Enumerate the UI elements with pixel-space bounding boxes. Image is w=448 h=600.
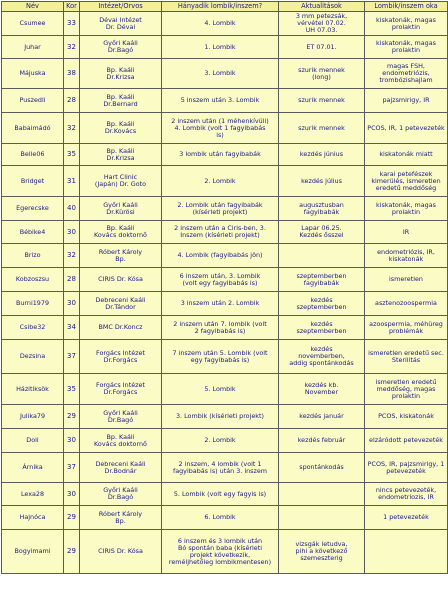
cell-clinic: Bp. Kaáli Dr.Krizsa [80, 59, 162, 89]
cell-attempt: 6. Lombik [162, 506, 279, 530]
cell-age: 29 [64, 405, 80, 429]
cell-reason: ismeretlen [365, 268, 448, 292]
cell-clinic: CIRIS Dr. Kósa [80, 268, 162, 292]
cell-attempt: 2 inszem után (1 méhenkívüli) 4. Lombik (volt 1 fagyibabás is) [162, 113, 279, 144]
cell-status: kezdés január [279, 405, 365, 429]
cell-reason: elzáródott petevezeték [365, 429, 448, 453]
cell-attempt: 2 inszem után 7. lombik (volt 2 fagyibabás is) [162, 316, 279, 340]
cell-status: szeptemberben fagyibabák [279, 268, 365, 292]
cell-clinic: Forgács Intézet Dr.Forgács [80, 340, 162, 374]
cell-age: 30 [64, 221, 80, 244]
cell-age: 30 [64, 483, 80, 506]
table-row [2, 244, 448, 268]
cell-clinic: Győri Kaáli Dr.Kürösi [80, 197, 162, 221]
cell-reason: asztenozoospermia [365, 292, 448, 316]
cell-status: Lapar 06.25. Kezdés ősszel [279, 221, 365, 244]
table-row [2, 12, 448, 36]
cell-reason: PCOS, IR, 1 petevezeték [365, 113, 448, 144]
cell-age: 29 [64, 530, 80, 574]
cell-reason: nincs petevezeték, endometriozis, IR [365, 483, 448, 506]
cell-reason: kiskatonák, magas prolaktin [365, 36, 448, 59]
cell-attempt: 5. Lombik [162, 374, 279, 405]
cell-reason [365, 530, 448, 574]
cell-reason: PCOS, kiskatonák [365, 405, 448, 429]
cell-status: kezdés szeptemberben [279, 292, 365, 316]
table-row [2, 316, 448, 340]
cell-name: Kobzoszsu [2, 268, 64, 292]
cell-status: 3 mm petezsák, vérvétel 07.02. UH 07.03. [279, 12, 365, 36]
cell-status: szurik mennek [279, 113, 365, 144]
cell-attempt: 1. Lombik [162, 36, 279, 59]
cell-name: Babaimádó [2, 113, 64, 144]
cell-clinic: Forgács Intézet Dr.Forgács [80, 374, 162, 405]
table-row [2, 506, 448, 530]
cell-age: 38 [64, 59, 80, 89]
cell-name: Egerecske [2, 197, 64, 221]
cell-clinic: Bp. Kaáli Kovács doktornő [80, 221, 162, 244]
cell-reason: azoospermia, méhüreg problémák [365, 316, 448, 340]
cell-reason: PCOS, IR, pajzsmirigy, 1 petevezeték [365, 453, 448, 483]
cell-reason: pajzsmirigy, IR [365, 89, 448, 113]
cell-age: 33 [64, 12, 80, 36]
cell-age: 35 [64, 144, 80, 166]
header-row [2, 2, 448, 12]
cell-name: Lexa28 [2, 483, 64, 506]
cell-status: vizsgák letudva, pihi a következő szemeszterig [279, 530, 365, 574]
cell-attempt: 2. Lombik [162, 166, 279, 197]
ivf-tracker-sheet [1, 1, 447, 599]
cell-attempt: 6 inszem és 3 lombik után Bó spontán baba (kísérleti projekt következik, reméljhetőleg lombikmentesen) [162, 530, 279, 574]
cell-status: kezdés február [279, 429, 365, 453]
cell-reason: IR [365, 221, 448, 244]
cell-clinic: Bp. Kaáli Dr.Krizsa [80, 144, 162, 166]
table-row [2, 483, 448, 506]
cell-clinic: CIRIS Dr. Kósa [80, 530, 162, 574]
cell-attempt: 2. Lombik [162, 429, 279, 453]
cell-age: 32 [64, 113, 80, 144]
cell-status [279, 483, 365, 506]
table-row [2, 144, 448, 166]
cell-clinic: Debreceni Kaáli Dr.Bodnár [80, 453, 162, 483]
cell-name: Házitiksök [2, 374, 64, 405]
cell-name: Bogyimami [2, 530, 64, 574]
cell-name: Puszedli [2, 89, 64, 113]
cell-name: Doli [2, 429, 64, 453]
table-row [2, 166, 448, 197]
header-clinic: Intézet/Orvos [80, 2, 162, 12]
header-status: Aktualitások [279, 2, 365, 12]
header-attempt: Hányadik lombik/inszem? [162, 2, 279, 12]
cell-attempt: 3 inszem után 2. Lombik [162, 292, 279, 316]
cell-clinic: Dévai Intézet Dr. Dévai [80, 12, 162, 36]
cell-reason: ismeretlen eredetű sec. Sterilitás [365, 340, 448, 374]
cell-age: 28 [64, 268, 80, 292]
cell-attempt: 5 inszem után 3. Lombik [162, 89, 279, 113]
header-name: Név [2, 2, 64, 12]
cell-age: 40 [64, 197, 80, 221]
table-row [2, 89, 448, 113]
cell-clinic: Győri Kaáli Dr.Bagó [80, 483, 162, 506]
table-row [2, 340, 448, 374]
cell-status: szurik mennek (long) [279, 59, 365, 89]
table-row [2, 429, 448, 453]
table-row [2, 197, 448, 221]
cell-name: Juhar [2, 36, 64, 59]
cell-name: Hajnóca [2, 506, 64, 530]
cell-clinic: Bp. Kaáli Dr.Kovács [80, 113, 162, 144]
cell-name: Csumee [2, 12, 64, 36]
cell-attempt: 3. Lombik (kísérleti projekt) [162, 405, 279, 429]
cell-age: 30 [64, 429, 80, 453]
cell-reason: karai petefészek kimerülés, ismeretlen eredetű meddőség [365, 166, 448, 197]
cell-status: kezdés július [279, 166, 365, 197]
table-row [2, 268, 448, 292]
cell-age: 30 [64, 292, 80, 316]
cell-attempt: 4. Lombik [162, 12, 279, 36]
table-body [2, 12, 448, 574]
cell-name: Brizo [2, 244, 64, 268]
table-row [2, 36, 448, 59]
cell-attempt: 2 inszem, 4 lombik (volt 1 fagyibabás is) után 3. inszem [162, 453, 279, 483]
cell-attempt: 2. Lombik után fagyibabák (kísérleti projekt) [162, 197, 279, 221]
cell-attempt: 3. Lombik [162, 59, 279, 89]
cell-clinic: Hart Clinic (Japán) Dr. Goto [80, 166, 162, 197]
cell-status: kezdés novemberben, addig spontánkodás [279, 340, 365, 374]
cell-attempt: 3 lombik után fagyibabák [162, 144, 279, 166]
cell-name: Árnika [2, 453, 64, 483]
table-row [2, 453, 448, 483]
cell-age: 32 [64, 244, 80, 268]
header-age: Kor [64, 2, 80, 12]
cell-reason: endometriózis, IR, kiskatonák [365, 244, 448, 268]
table-row [2, 405, 448, 429]
cell-status: szurik mennek [279, 89, 365, 113]
cell-attempt: 7 inszem után 5. Lombik (volt egy fagyibabás is) [162, 340, 279, 374]
cell-clinic: Győri Kaáli Dr.Bagó [80, 405, 162, 429]
cell-name: Dezsina [2, 340, 64, 374]
cell-age: 29 [64, 506, 80, 530]
cell-clinic: Bp. Kaáli Kovács doktornő [80, 429, 162, 453]
cell-reason: ismeretlen eredetű meddőség, magas prolaktin [365, 374, 448, 405]
cell-status [279, 506, 365, 530]
header-reason: Lombik/inszem oka [365, 2, 448, 12]
cell-reason: kiskatonák, magas prolaktin [365, 12, 448, 36]
cell-clinic: Győri Kaáli Dr.Bagó [80, 36, 162, 59]
cell-age: 31 [64, 166, 80, 197]
cell-clinic: Róbert Károly Bp. [80, 244, 162, 268]
cell-clinic: Bp. Kaáli Dr.Bernard [80, 89, 162, 113]
cell-status [279, 244, 365, 268]
cell-name: Májuska [2, 59, 64, 89]
cell-attempt: 4. Lombik (fagyibabás jön) [162, 244, 279, 268]
cell-attempt: 5. Lombik (volt egy fagyis is) [162, 483, 279, 506]
cell-reason: 1 petevezeték [365, 506, 448, 530]
cell-name: Burni1979 [2, 292, 64, 316]
table-row [2, 374, 448, 405]
cell-clinic: BMC Dr.Koncz [80, 316, 162, 340]
cell-reason: magas FSH, endometriózis, trombózishajlam [365, 59, 448, 89]
cell-attempt: 2 inszem után a Ciris-ben, 3. Inszem (kísérleti projekt) [162, 221, 279, 244]
cell-age: 32 [64, 36, 80, 59]
cell-reason: kiskatonák miatt [365, 144, 448, 166]
cell-status: spontánkodás [279, 453, 365, 483]
cell-status: kezdés kb. November [279, 374, 365, 405]
table-row [2, 113, 448, 144]
cell-status: kezdés június [279, 144, 365, 166]
cell-status: kezdés szeptemberben [279, 316, 365, 340]
table-row [2, 292, 448, 316]
cell-name: Julika79 [2, 405, 64, 429]
cell-age: 28 [64, 89, 80, 113]
cell-status: augusztusban fagyibabák [279, 197, 365, 221]
cell-age: 35 [64, 374, 80, 405]
cell-age: 37 [64, 340, 80, 374]
cell-name: Bébike4 [2, 221, 64, 244]
cell-age: 37 [64, 453, 80, 483]
table-row [2, 59, 448, 89]
cell-name: Belle06 [2, 144, 64, 166]
cell-status: ET 07.01. [279, 36, 365, 59]
cell-age: 34 [64, 316, 80, 340]
cell-clinic: Debreceni Kaáli Dr.Tándor [80, 292, 162, 316]
table-row [2, 530, 448, 574]
table-row [2, 221, 448, 244]
cell-name: Bridget [2, 166, 64, 197]
cell-clinic: Róbert Károly Bp. [80, 506, 162, 530]
cell-attempt: 6 inszem után, 3. Lombik (volt egy fagyibabás is) [162, 268, 279, 292]
ivf-tracker-table [1, 1, 448, 574]
cell-name: Csibe32 [2, 316, 64, 340]
cell-reason: kiskatonák, magas prolaktin [365, 197, 448, 221]
